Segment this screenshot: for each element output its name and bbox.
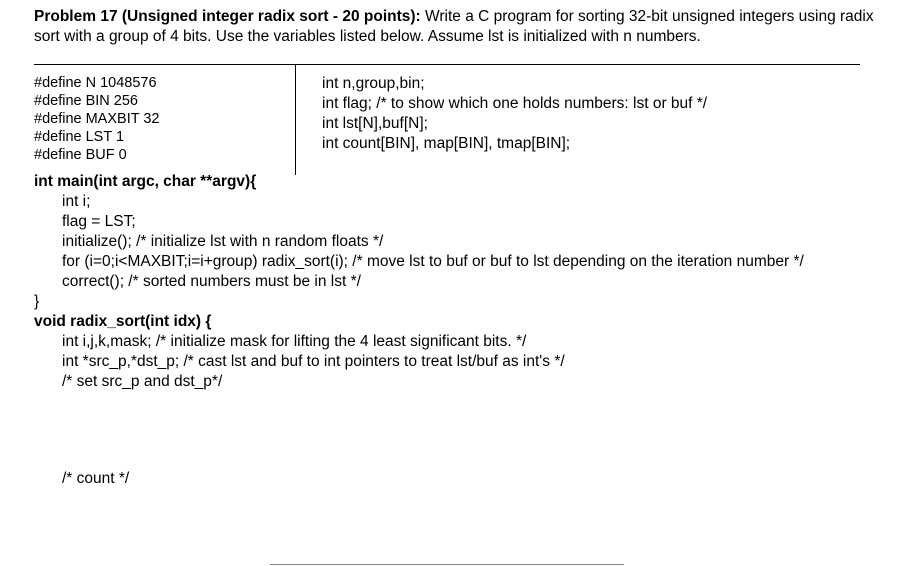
declaration-line: int flag; /* to show which one holds numbers: lst or buf */ xyxy=(322,95,708,112)
code-line: int i; xyxy=(62,193,91,210)
code-line: flag = LST; xyxy=(62,213,136,230)
declaration-line: int n,group,bin; xyxy=(322,75,425,92)
code-line: correct(); /* sorted numbers must be in lst */ xyxy=(62,273,361,290)
problem-statement xyxy=(34,7,874,47)
declarations-block xyxy=(322,74,707,154)
declaration-line: int count[BIN], map[BIN], tmap[BIN]; xyxy=(322,135,571,152)
bottom-divider xyxy=(270,564,624,565)
define-line: #define N 1048576 xyxy=(34,75,157,91)
declaration-line: int lst[N],buf[N]; xyxy=(322,115,428,132)
count-comment: /* count */ xyxy=(62,470,130,487)
column-divider xyxy=(295,65,296,175)
top-divider xyxy=(34,64,860,65)
code-block xyxy=(34,172,804,392)
main-close-brace: } xyxy=(34,293,40,310)
define-line: #define MAXBIT 32 xyxy=(34,111,160,127)
problem-text: Write a C program for sorting 32-bit unsigned integers using radix sort with a group of 4 bits. Use the variables listed below. Assume lst is initialized with n numbers. xyxy=(34,8,874,45)
code-line: for (i=0;i<MAXBIT;i=i+group) radix_sort(i); /* move lst to buf or buf to lst depending on the iteration number */ xyxy=(62,253,804,270)
main-signature: int main(int argc, char **argv){ xyxy=(34,173,257,190)
define-line: #define BIN 256 xyxy=(34,93,138,109)
code-line: /* set src_p and dst_p*/ xyxy=(62,373,223,390)
define-line: #define BUF 0 xyxy=(34,147,127,163)
code-line: int i,j,k,mask; /* initialize mask for lifting the 4 least significant bits. */ xyxy=(62,333,527,350)
defines-block xyxy=(34,74,159,164)
problem-title: Problem 17 (Unsigned integer radix sort - 20 points): xyxy=(34,8,421,25)
code-line: initialize(); /* initialize lst with n random floats */ xyxy=(62,233,384,250)
define-line: #define LST 1 xyxy=(34,129,125,145)
code-line: int *src_p,*dst_p; /* cast lst and buf to int pointers to treat lst/buf as int's */ xyxy=(62,353,565,370)
radix-signature: void radix_sort(int idx) { xyxy=(34,313,212,330)
